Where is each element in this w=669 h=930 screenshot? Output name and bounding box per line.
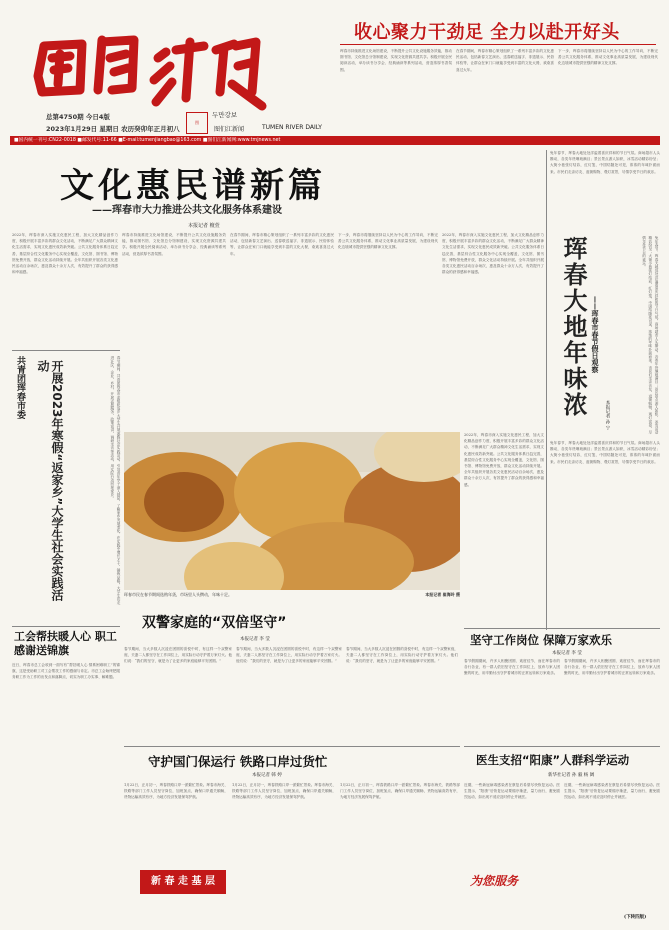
right-col-divider <box>546 150 547 630</box>
masthead-logo <box>30 6 270 118</box>
union-title-text: 工会帮扶暖人心 职工感谢送锦旗 <box>14 630 117 657</box>
masthead-brief-3: 下一步，珲春市将继续坚持以人民为中心的工作导向，不断完善公共文化服务体系，推动文化事业高质量发展，为建设现代化边境城市提供坚强的精神文化支撑。 <box>558 49 658 66</box>
medical-body-1: 近期，一些新冠病毒感染者在康复后希望尽快恢复运动。医生提示，“阳康”后恢复运动要循序渐进，量力而行，避免剧烈运动，如出现不适应及时停止并就医。 <box>464 783 560 800</box>
side-left-org: 共青团珲春市委 <box>15 356 25 419</box>
lead-body-col1: 2022年，珲春市深入实施文化惠民工程，加大文化精品创作力度，积极开展丰富多彩的群众文化活动，不断满足广大群众精神文化生活需求，实现文化惠民成效新突破。公共文化服务体系日趋完善，基层综合性文化服务中心实现全覆盖，文化馆、图书馆、博物馆免费开放，群众文化活动持续开展。全年共组织开展各类文化惠民活动百余场次，惠及群众十余万人次，有效提升了群众的获得感和幸福感。 <box>12 233 118 275</box>
lead-body-col2: 珲春市持续推进文化场馆建设，不断提升公共文化设施服务效能，推动图书馆、文化馆总分馆制建设，实现文化资源共建共享。积极开展全民阅读活动，举办读书分享会、经典诵读等系列活动，营造浓厚书香氛围。 <box>122 233 226 256</box>
masthead-brief: 珲春市持续推进文化场馆建设，不断提升公共文化设施服务效能，推动图书馆、文化馆总分馆制建设，实现文化资源共建共享。积极开展全民阅读活动，举办读书分享会、经典诵读等系列活动，营造浓厚书香氛围。 <box>340 49 452 72</box>
masthead-logo-art <box>30 6 270 118</box>
dual-guard-body-1: 春节期间，当大多数人沉浸在团圆的喜悦中时，有这样一个双警家庭，夫妻二人都坚守在工作岗位上，用实际行动守护着万家灯火。他们说：“我们的坚守，就是为了让更多的家庭能够平安团圆。” <box>124 647 232 664</box>
lead-byline: 本报记者 檀萱 <box>188 223 220 229</box>
union-body: 近日，珲春市总工会收到一面写有“帮扶暖人心 情系困难职工”的锦旗，这是受助职工对工会帮扶工作的感谢与肯定。市总工会始终把服务职工作为工作的出发点和落脚点，切实为职工办实事、解难题。 <box>12 663 120 680</box>
masthead-brief-2: 在春节期间，珲春市精心策划组织了一系列丰富多彩的文化惠民活动，包括新春文艺演出、送春联送福字、非遗展示、民俗体验等，让群众在家门口就能享受到丰富的文化大餐，欢欢喜喜过大年。 <box>456 49 554 72</box>
port-byline: 本报记者 韩 婷 <box>252 773 282 778</box>
slogan: 收心聚力干劲足 全力以赴开好头 <box>354 22 620 43</box>
masthead-en-name: TUMEN RIVER DAILY <box>262 124 322 131</box>
continued-note: (下转四版) <box>624 915 647 920</box>
posts-title: 坚守工作岗位 保障万家欢乐 <box>470 633 613 647</box>
banner-right: 为您服务 <box>470 874 519 888</box>
posts-body-1: 春节假期期间，许多人相聚团圆、欢度佳节，而在珲春市的各行各业，有一群人依旧坚守在工作岗位上，放弃与家人团聚的时光，用辛勤付出守护着城市的正常运转和万家欢乐。 <box>464 659 560 676</box>
medical-body-2: 近期，一些新冠病毒感染者在康复后希望尽快恢复运动。医生提示，“阳康”后恢复运动要循序渐进，量力而行，避免剧烈运动，如出现不适应及时停止并就医。 <box>564 783 660 800</box>
info-bar <box>10 136 660 145</box>
side-left-title: 开展2023年寒假“返家乡”大学生社会实践活动 <box>36 360 64 602</box>
medical-title: 医生支招“阳康”人群科学运动 <box>476 753 630 767</box>
issue-number: 总第4750期 今日4版 <box>46 113 110 121</box>
port-body-3: 1月22日，正月初一，珲春铁路口岸一派繁忙景象。珲春市海关、铁路等部门工作人员坚守岗位，加班加点，确保口岸通关顺畅，货物运输高效有序，为地方经济发展保驾护航。 <box>340 783 460 800</box>
masthead-seal: 图 <box>186 112 208 134</box>
lead-body-col3: 在春节期间，珲春市精心策划组织了一系列丰富多彩的文化惠民活动，包括新春文艺演出、送春联送福字、非遗展示、民俗体验等，让群众在家门口就能享受到丰富的文化大餐，欢欢喜喜过大年。 <box>230 233 334 256</box>
medical-byline: 新华社记者 孙 毅 杨 阔 <box>548 773 595 778</box>
news-photo <box>124 432 460 590</box>
mid-right-body: 2022年，珲春市深入实施文化惠民工程，加大文化精品创作力度，积极开展丰富多彩的群众文化活动，不断满足广大群众精神文化生活需求，实现文化惠民成效新突破。公共文化服务体系日趋完善，基层综合性文化服务中心实现全覆盖，文化馆、图书馆、博物馆免费开放，群众文化活动持续开展。全年共组织开展各类文化惠民活动百余场次，惠及群众十余万人次，有效提升了群众的获得感和幸福感。 <box>464 433 544 487</box>
banner-left-text: 新 春 走 基 层 <box>151 876 215 887</box>
issue-date: 2023年1月29日 星期日 农历癸卯年正月初八 <box>46 125 180 133</box>
side-right-subtitle: ——珲春市春节假日观察 <box>591 296 599 373</box>
photo-caption-text: 珲春市民在春节期间选购年货，市场里人头攒动，年味十足。 <box>124 592 232 597</box>
lead-body-col4: 下一步，珲春市将继续坚持以人民为中心的工作导向，不断完善公共文化服务体系，推动文化事业高质量发展，为建设现代化边境城市提供坚强的精神文化支撑。 <box>338 233 438 250</box>
port-body-1: 1月22日，正月初一，珲春铁路口岸一派繁忙景象。珲春市海关、铁路等部门工作人员坚守岗位，加班加点，确保口岸通关顺畅，货物运输高效有序，为地方经济发展保驾护航。 <box>124 783 228 800</box>
photo-credit: 本报记者 崔海玲 摄 <box>425 592 460 597</box>
photo-caption <box>124 592 460 598</box>
port-title: 守护国门保运行 铁路口岸过货忙 <box>148 754 328 769</box>
side-right-byline: 本报记者 孙 宁 <box>605 400 610 430</box>
dual-guard-byline: 本报记者 李 莹 <box>240 637 270 642</box>
lead-subtitle: ——珲春市大力推进公共文化服务体系建设 <box>92 205 282 216</box>
slogan-rule <box>340 44 656 45</box>
posts-top-rule <box>464 628 660 629</box>
right-col-body-mid: 兔年春节，珲春大地处处洋溢着喜庆祥和的节日气氛。商场超市人头攒动，各类年货琳琅满目；景区景点游人如织，冰雪活动精彩纷呈；大街小巷张灯结彩，红灯笼、中国结随处可见，浓浓的年味扑面而来。市民们走亲访友、逛街购物、观灯赏景，尽情享受节日的欢乐。 <box>550 441 660 464</box>
lead-body-col5: 2022年，珲春市深入实施文化惠民工程，加大文化精品创作力度，积极开展丰富多彩的群众文化活动，不断满足广大群众精神文化生活需求，实现文化惠民成效新突破。公共文化服务体系日趋完善，基层综合性文化服务中心实现全覆盖，文化馆、图书馆、博物馆免费开放，群众文化活动持续开展。全年共组织开展各类文化惠民活动百余场次，惠及群众十余万人次，有效提升了群众的获得感和幸福感。 <box>442 233 544 275</box>
medical-top-rule <box>464 746 660 747</box>
info-bar-text: ■国内统一刊号:CN22-0018 ■邮发代号:11-66 ■E-mail:tumenjiangbao@163.com ■图们江新闻网:www.tmjnews.net <box>14 138 281 143</box>
union-title <box>14 630 118 658</box>
masthead <box>0 0 669 143</box>
masthead-korean-name: 두만강보 <box>212 111 238 119</box>
dual-guard-title: 双警家庭的“双倍坚守” <box>142 615 287 631</box>
union-top-rule <box>12 626 120 627</box>
banner-left <box>140 870 226 894</box>
side-right-title: 珲春大地年味浓 <box>559 236 587 418</box>
side-left-body: 春节期间，共青团珲春市委组织返乡大学生开展寒假社会实践活动，引导青年学子深入基层，了解家乡发展变化，在实践中增长才干、锤炼品格。大学生们走进社区、企业、乡村，开展志愿服务、政策宣讲、调研走访等活动，用实际行动回报家乡。 <box>110 356 121 605</box>
port-top-rule <box>124 746 460 747</box>
lead-divider <box>12 350 120 351</box>
posts-body-2: 春节假期期间，许多人相聚团圆、欢度佳节，而在珲春市的各行各业，有一群人依旧坚守在工作岗位上，放弃与家人团聚的时光，用辛勤付出守护着城市的正常运转和万家欢乐。 <box>564 659 660 676</box>
dual-guard-body-3: 春节期间，当大多数人沉浸在团圆的喜悦中时，有这样一个双警家庭，夫妻二人都坚守在工作岗位上，用实际行动守护着万家灯火。他们说：“我们的坚守，就是为了让更多的家庭能够平安团圆。” <box>346 647 458 664</box>
port-body-2: 1月22日，正月初一，珲春铁路口岸一派繁忙景象。珲春市海关、铁路等部门工作人员坚守岗位，加班加点，确保口岸通关顺畅，货物运输高效有序，为地方经济发展保驾护航。 <box>232 783 336 800</box>
lead-title: 文化惠民谱新篇 <box>60 166 326 206</box>
side-right-body: 兔年春节，珲春大地处处洋溢着喜庆祥和的节日气氛。商场超市人头攒动，各类年货琳琅满目；景区景点游人如织，冰雪活动精彩纷呈；大街小巷张灯结彩，红灯笼、中国结随处可见，浓浓的年味扑面而来。市民们走亲访友、逛街购物、观灯赏景，尽情享受节日的欢乐。 <box>642 236 659 434</box>
masthead-cn-name: 图们江新闻 <box>214 126 245 133</box>
right-col-body-top: 兔年春节，珲春大地处处洋溢着喜庆祥和的节日气氛。商场超市人头攒动，各类年货琳琅满目；景区景点游人如织，冰雪活动精彩纷呈；大街小巷张灯结彩，红灯笼、中国结随处可见，浓浓的年味扑面而来。市民们走亲访友、逛街购物、观灯赏景，尽情享受节日的欢乐。 <box>550 151 660 174</box>
posts-byline: 本报记者 李 莹 <box>552 651 582 656</box>
dual-guard-body-2: 春节期间，当大多数人沉浸在团圆的喜悦中时，有这样一个双警家庭，夫妻二人都坚守在工作岗位上，用实际行动守护着万家灯火。他们说：“我们的坚守，就是为了让更多的家庭能够平安团圆。” <box>236 647 342 664</box>
